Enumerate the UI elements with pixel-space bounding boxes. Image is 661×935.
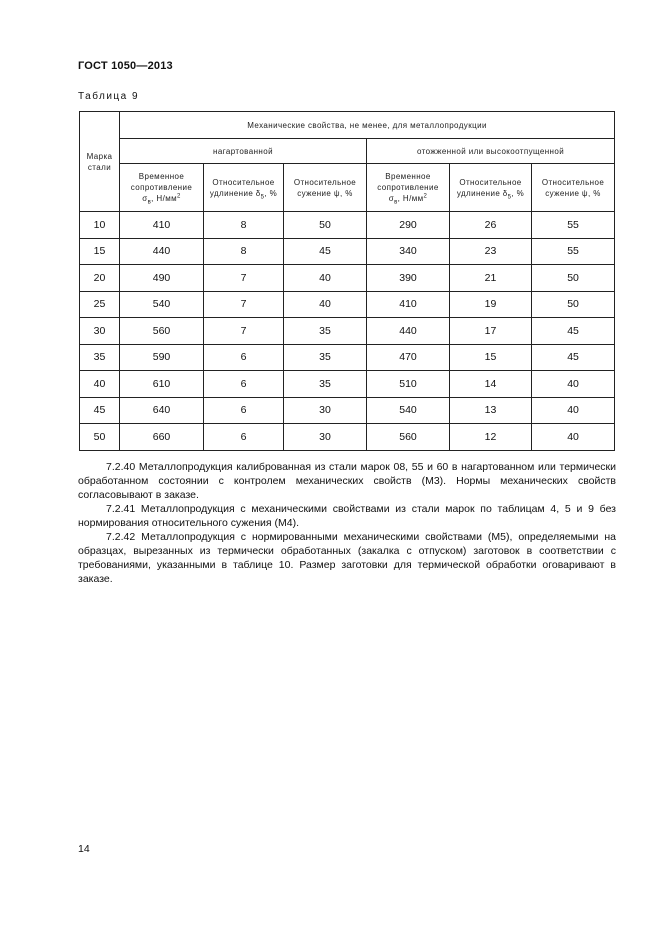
mark-column-header [80, 112, 120, 212]
column-header-line: Временное [385, 172, 431, 181]
table-cell: 560 [367, 424, 450, 451]
column-header-line: Относительное [293, 177, 357, 187]
table-cell: 410 [120, 212, 204, 239]
table-cell: 560 [120, 318, 204, 345]
table-cell: 30 [284, 397, 367, 424]
table-cell: 6 [204, 397, 284, 424]
table-cell: 340 [367, 238, 450, 265]
steel-grade-cell: 15 [80, 238, 120, 265]
column-header-sub: 5 [260, 194, 265, 201]
subgroup-header-annealed: отожженной или высокоотпущенной [367, 139, 615, 164]
mark-header-line: стали [87, 162, 112, 172]
column-header-line: Временное [138, 172, 185, 181]
subgroup-header-cold-worked: нагартованной [120, 139, 367, 164]
table-cell: 610 [120, 371, 204, 398]
column-header-sup: 2 [423, 193, 428, 200]
paragraph-7-2-40: 7.2.40 Металлопродукция калиброванная из стали марок 08, 55 и 60 в нагартованном или термически обработанном состоянии с контролем механических свойств (М3). Нормы механических свойств согласовывают в заказе. [78, 461, 616, 501]
table-cell: 55 [532, 238, 615, 265]
mechanical-properties-table [79, 111, 615, 451]
table-cell: 40 [284, 265, 367, 292]
table-row [80, 238, 615, 265]
table-cell: 8 [204, 212, 284, 239]
steel-grade-cell: 25 [80, 291, 120, 318]
table-cell: 640 [120, 397, 204, 424]
table-cell: 50 [284, 212, 367, 239]
column-header-line [367, 193, 449, 204]
column-header-sub: в [394, 199, 398, 206]
table-cell: 14 [450, 371, 532, 398]
table-cell: 45 [532, 344, 615, 371]
table-row [80, 318, 615, 345]
table-cell: 40 [532, 424, 615, 451]
table-cell: 23 [450, 238, 532, 265]
table-cell: 490 [120, 265, 204, 292]
table-cell: 55 [532, 212, 615, 239]
column-header-last: удлинение [456, 188, 503, 198]
table-cell: 40 [532, 371, 615, 398]
table-cell: 50 [532, 291, 615, 318]
table-cell: 45 [284, 238, 367, 265]
steel-grade-cell: 10 [80, 212, 120, 239]
table-cell: 660 [120, 424, 204, 451]
table-cell: 21 [450, 265, 532, 292]
table-cell: 19 [450, 291, 532, 318]
document-title: ГОСТ 1050—2013 [78, 60, 173, 72]
mark-header-line: Марка [86, 151, 113, 161]
table-cell: 290 [367, 212, 450, 239]
column-header [120, 164, 204, 212]
body-text [78, 460, 616, 586]
paragraph-7-2-41: 7.2.41 Металлопродукция с механическими свойствами из стали марок по таблицам 4, 5 и 9 без нормирования относительного сужения (М4). [78, 503, 616, 529]
column-header-sub: 5 [507, 194, 512, 201]
table-cell: 390 [367, 265, 450, 292]
column-header-sym: ψ [581, 188, 589, 198]
steel-grade-cell: 40 [80, 371, 120, 398]
table-row [80, 291, 615, 318]
steel-grade-cell: 20 [80, 265, 120, 292]
table-cell: 50 [532, 265, 615, 292]
table-cell: 35 [284, 344, 367, 371]
column-header-line: Относительное [541, 177, 605, 187]
steel-grade-cell: 50 [80, 424, 120, 451]
table-cell: 540 [367, 397, 450, 424]
column-header-sym: δ [502, 188, 508, 198]
table-cell: 17 [450, 318, 532, 345]
table-cell: 440 [120, 238, 204, 265]
column-header [367, 164, 450, 212]
group-header: Механические свойства, не менее, для металлопродукции [120, 112, 615, 139]
column-header-line [532, 188, 614, 199]
column-header [450, 164, 532, 212]
table-cell: 40 [532, 397, 615, 424]
table-row [80, 344, 615, 371]
table-cell: 470 [367, 344, 450, 371]
column-header-sub: в [147, 199, 152, 206]
page-number: 14 [78, 843, 90, 855]
column-header [284, 164, 367, 212]
table-cell: 410 [367, 291, 450, 318]
column-header-line [284, 188, 366, 199]
table-cell: 440 [367, 318, 450, 345]
table-cell: 6 [204, 371, 284, 398]
table-cell: 13 [450, 397, 532, 424]
table-cell: 30 [284, 424, 367, 451]
column-header-line [450, 188, 531, 199]
column-header-line [120, 193, 203, 204]
column-header-tail: , % [511, 188, 525, 198]
column-header-tail: , % [264, 188, 278, 198]
table-cell: 15 [450, 344, 532, 371]
table-row [80, 265, 615, 292]
column-header-sym: ψ [333, 188, 340, 198]
table-cell: 26 [450, 212, 532, 239]
column-header [204, 164, 284, 212]
column-header-sym: σ [142, 194, 148, 203]
column-header-tail: , Н/мм [397, 194, 424, 203]
column-header-line: сопротивление [130, 183, 193, 192]
steel-grade-cell: 35 [80, 344, 120, 371]
column-header-line: Относительное [459, 177, 522, 187]
column-header-tail: , % [340, 188, 353, 198]
table-cell: 510 [367, 371, 450, 398]
paragraph-7-2-42: 7.2.42 Металлопродукция с нормированными механическими свойствами (М5), определяемыми на образцах, вырезанных из термически обработанных (закалка с отпуском) заготовок в соответствии с требованиями, указанными в таблице 10. Размер заготовки для термической обработки оговаривают в заказе. [78, 531, 616, 585]
table-caption: Таблица 9 [78, 91, 140, 102]
table-cell: 35 [284, 318, 367, 345]
steel-grade-cell: 45 [80, 397, 120, 424]
table-cell: 7 [204, 291, 284, 318]
table-cell: 590 [120, 344, 204, 371]
column-header-line: сопротивление [377, 183, 439, 192]
column-header-sym: δ [255, 188, 261, 198]
table-cell: 45 [532, 318, 615, 345]
column-header-line [204, 188, 283, 199]
table-cell: 35 [284, 371, 367, 398]
column-header [532, 164, 615, 212]
table-cell: 540 [120, 291, 204, 318]
column-header-last: удлинение [209, 188, 256, 198]
column-header-last: сужение [545, 188, 582, 198]
table-cell: 8 [204, 238, 284, 265]
table-row [80, 371, 615, 398]
table-cell: 6 [204, 344, 284, 371]
table-cell: 6 [204, 424, 284, 451]
table-cell: 12 [450, 424, 532, 451]
column-header-line: Относительное [212, 177, 275, 187]
table-row [80, 212, 615, 239]
table-cell: 40 [284, 291, 367, 318]
column-header-sym: σ [388, 194, 395, 203]
table-row [80, 397, 615, 424]
column-header-last: сужение [297, 188, 334, 198]
steel-grade-cell: 30 [80, 318, 120, 345]
table-cell: 7 [204, 265, 284, 292]
table-row [80, 424, 615, 451]
table-cell: 7 [204, 318, 284, 345]
column-header-tail: , % [588, 188, 601, 198]
column-header-sup: 2 [177, 193, 181, 200]
column-header-tail: , Н/мм [151, 194, 178, 203]
